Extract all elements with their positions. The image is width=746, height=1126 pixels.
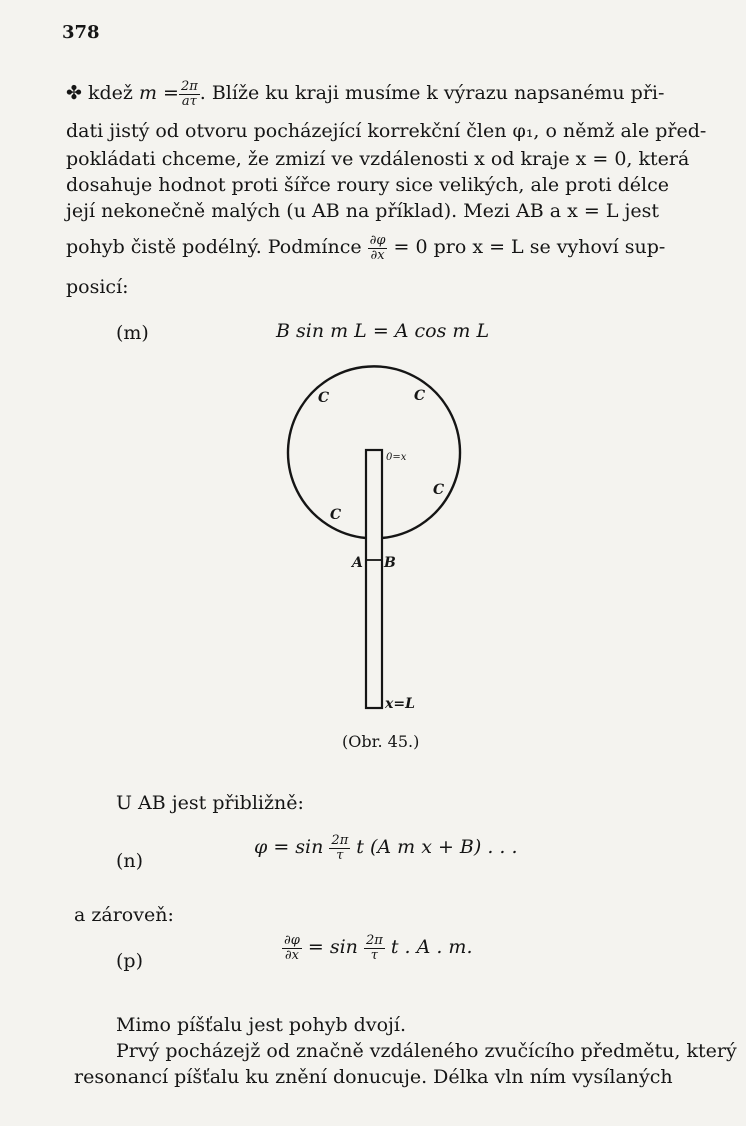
paragraph-1-line-1-rest: . Blíže ku kraji musíme k výrazu napsanému při-	[199, 82, 665, 105]
figure-45	[270, 362, 470, 722]
paragraph-1-line-3: pokládati chceme, že zmizí ve vzdálenosti x od kraje x = 0, která	[66, 148, 690, 170]
equation-p-rhs: t . A . m.	[390, 936, 473, 959]
page-number: 378	[62, 22, 100, 43]
paragraph-2: U AB jest přibližně:	[116, 792, 304, 814]
paragraph-1-line-2: dati jistý od otvoru pocházející korrekční člen φ₁, o němž ale před-	[66, 120, 707, 142]
equation-p	[282, 934, 472, 962]
partial-fraction	[368, 234, 388, 262]
line-6-after: = 0 pro x = L se vyhoví sup-	[393, 236, 666, 259]
label-c-left: C	[330, 507, 342, 523]
label-a: A	[352, 555, 363, 571]
label-zero-x: 0=x	[386, 452, 407, 463]
fraction-denominator: τ	[370, 947, 378, 963]
equation-n-lhs: φ = sin	[254, 836, 324, 859]
fraction-numerator: ∂φ	[369, 233, 386, 248]
equation-p-label: (p)	[116, 950, 143, 972]
pipe	[366, 450, 382, 708]
fraction-numerator: 2π	[180, 79, 198, 94]
label-x-equals-l: x=L	[385, 696, 415, 712]
equation-p-fraction	[364, 934, 385, 962]
m-definition-fraction	[179, 80, 200, 108]
label-c-right: C	[433, 482, 445, 498]
line-6-before: pohyb čistě podélný. Podmínce	[66, 236, 362, 259]
equation-m: B sin m L = A cos m L	[276, 320, 490, 342]
m-definition-lhs: m =	[138, 82, 179, 105]
equation-n-rhs: t (A m x + B) . . .	[356, 836, 518, 859]
label-c-top-left: C	[318, 390, 330, 406]
paragraph-1-line-4: dosahuje hodnot proti šířce roury sice velikých, ale proti délce	[66, 174, 669, 196]
paragraph-5-line-2: resonancí píšťalu ku znění donucuje. Délka vln ním vysílaných	[74, 1066, 673, 1088]
figure-caption: (Obr. 45.)	[342, 732, 420, 751]
label-b: B	[384, 555, 396, 571]
label-c-top-right: C	[414, 388, 426, 404]
equation-p-mid: = sin	[307, 936, 358, 959]
paragraph-3: a zároveň:	[74, 904, 174, 926]
fraction-numerator: 2π	[365, 933, 383, 948]
fraction-denominator: aτ	[181, 93, 197, 109]
word-kdez: kdež	[87, 82, 133, 105]
fraction-denominator: τ	[336, 847, 344, 863]
footnote-marker: ✤	[66, 82, 82, 105]
equation-p-lhs-fraction	[282, 934, 302, 962]
paragraph-1-line-6	[66, 234, 665, 262]
paragraph-5-line-1: Prvý pocházejž od značně vzdáleného zvučícího předmětu, který	[116, 1040, 737, 1062]
circle-contour	[288, 366, 460, 538]
fraction-denominator: ∂x	[370, 247, 385, 263]
equation-n-fraction	[329, 834, 350, 862]
paragraph-1-line-1	[66, 80, 664, 108]
equation-m-label: (m)	[116, 322, 149, 344]
fraction-numerator: 2π	[331, 833, 349, 848]
paragraph-1-line-5: její nekonečně malých (u AB na příklad). Mezi AB a x = L jest	[66, 200, 660, 222]
fraction-denominator: ∂x	[284, 947, 299, 963]
fraction-numerator: ∂φ	[284, 933, 300, 948]
paragraph-4: Mimo píšťalu jest pohyb dvojí.	[116, 1014, 407, 1036]
paragraph-1-line-7: posicí:	[66, 276, 129, 298]
equation-n	[254, 834, 518, 862]
equation-n-label: (n)	[116, 850, 144, 872]
